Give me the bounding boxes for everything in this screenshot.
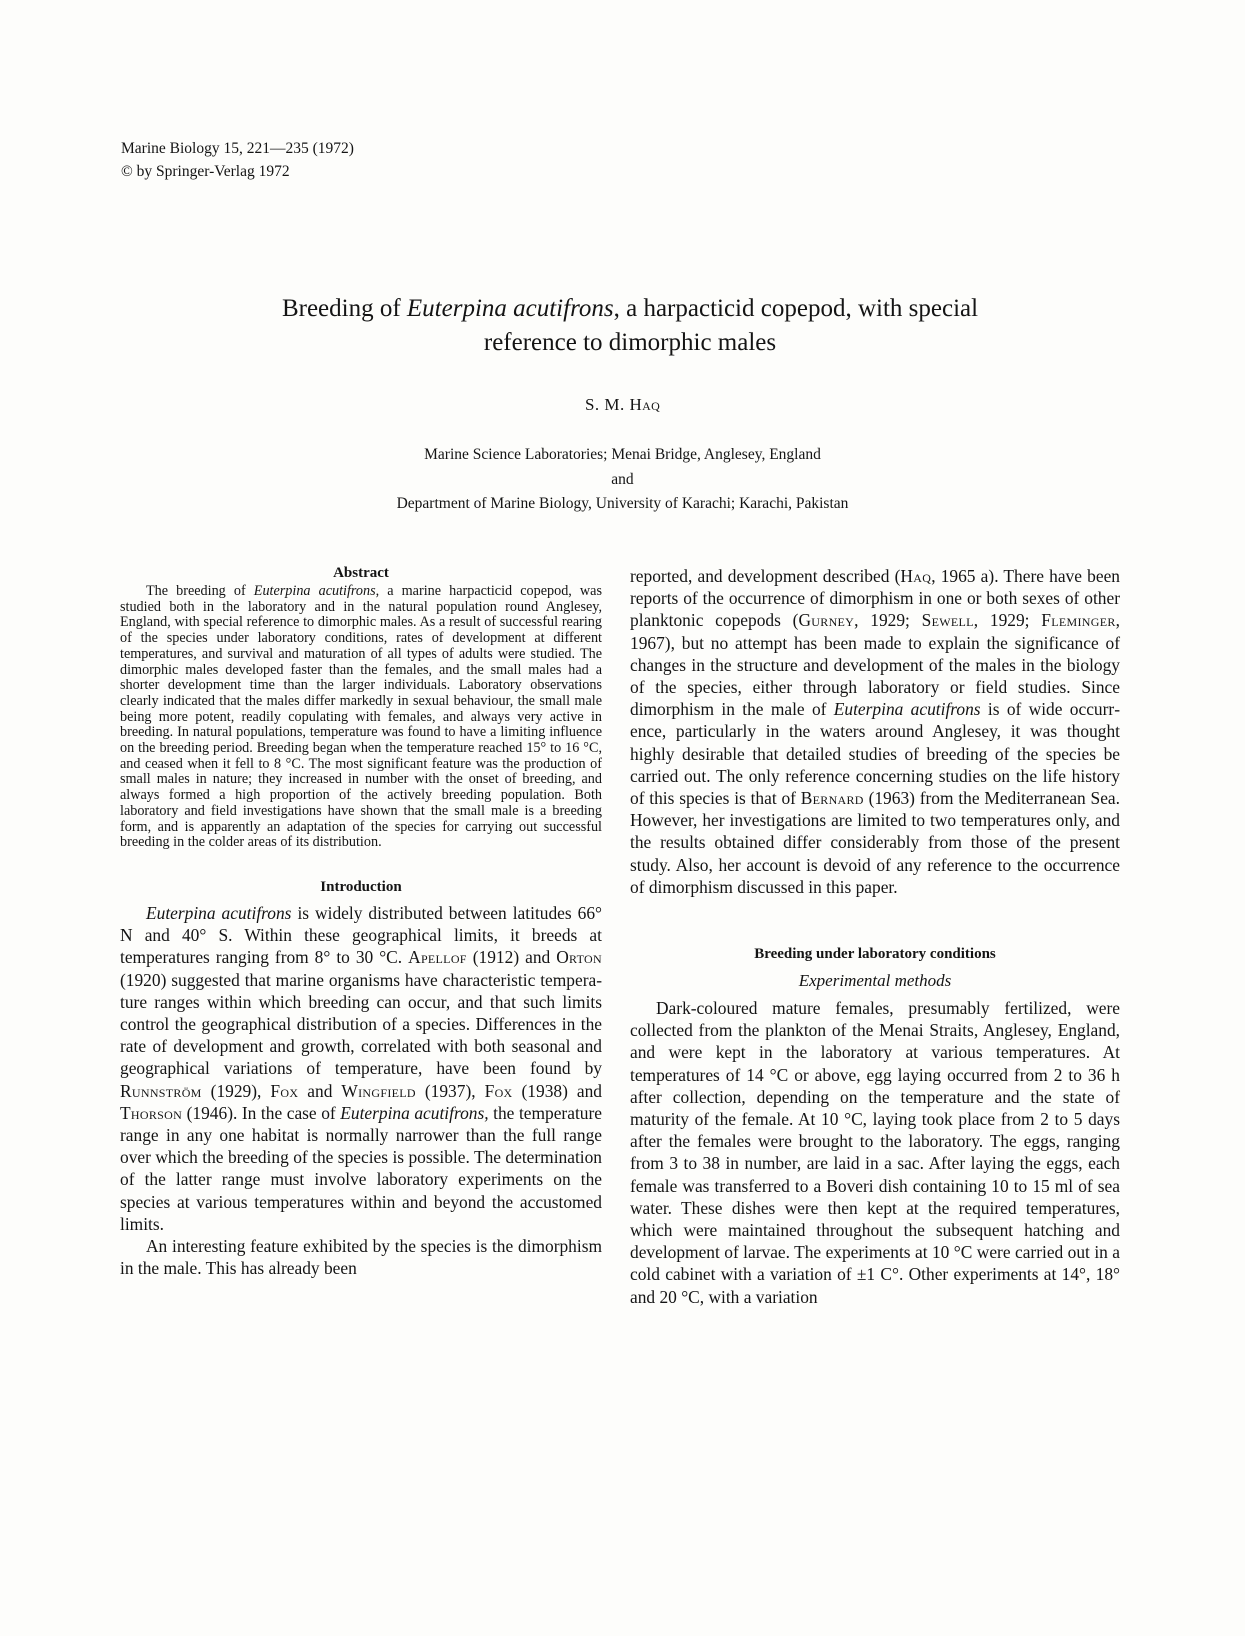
text-run: (1938) and (512, 1080, 602, 1101)
text-run: (1929), (201, 1080, 271, 1101)
title-part: Breeding of (281, 295, 407, 322)
text-run: (1946). In the case of (182, 1102, 341, 1123)
title-part: , a harpacticid copepod, with special (613, 295, 979, 322)
text-run: (1920) suggested that marine organisms have characteristic temperature ranges within which breeding can occur, and that such limits control the geographical distribution of a species. Differences in the rate of development and growth, correlated with both seasonal and geographical variations of temperature, have been found by (120, 969, 602, 1079)
text-run: the temperature range in any one habitat is normally narrower than the full range over which the breeding of the species is possible. The determination of the latter range must involve laboratory experiments on the species at various temperatures within and beyond the accustomed limits. (120, 1102, 602, 1234)
journal-citation: Marine Biology 15, 221—235 (1972) (121, 140, 354, 157)
continued-paragraph (630, 565, 1120, 898)
title-species: Euterpina acutifrons (406, 295, 614, 322)
species-name: Euterpina acutifrons (146, 902, 292, 923)
text-run: (1963) from the Mediterranean Sea. However, her investigations are limited to two temperatures only, and the results obtained differ considerably from those of the present study. Also, her account is devoid of any reference to the occurrence of dimorphism discussed in this paper. (630, 788, 1120, 897)
text-run: , 1929; (854, 610, 922, 631)
text-run: is widely distributed between latitudes 66° N and 40° S. Within these geographical limits, it breeds at temperatures ranging from 8° to 30 °C. (120, 902, 602, 968)
cited-author: Sewell (921, 610, 974, 631)
cited-author: Runnström (120, 1080, 202, 1101)
affiliation-conjunction: and (611, 470, 634, 488)
cited-author: Fox (270, 1080, 299, 1101)
cited-author: Bernard (800, 788, 864, 809)
right-column (630, 565, 1120, 1308)
species-name: Euterpina acutifrons (833, 699, 981, 720)
abstract-heading: Abstract (333, 565, 389, 581)
species-name: Euterpina acutifrons (253, 583, 376, 599)
subsection-heading: Experimental methods (798, 971, 952, 991)
cited-author: Orton (556, 947, 602, 968)
paper-title (160, 292, 1100, 360)
author (0, 395, 1245, 415)
text-run: , 1967), but no attempt has been made to explain the significance of changes in the structure and development of the males in the biology of the species, either through laboratory or field studies. Since dimorphism in the male of (630, 610, 1121, 720)
text-run: is of wide occurrence, particularly in the waters around Anglesey, it was thought highly desirable that detailed studies of breeding of the species be carried out. The only reference concerning studies on the life history of this species is that of (630, 699, 1120, 809)
cited-author: Gurney (798, 610, 855, 631)
text-run: , 1965 a). There have been reports of the occurrence of dimorphism in one or both sexes of other planktonic copepods ( (630, 566, 1120, 631)
left-column (120, 565, 602, 1279)
text-run: and (298, 1080, 342, 1101)
abstract-text (120, 584, 602, 851)
cited-author: Thorson (120, 1102, 183, 1123)
cited-author: Apellof (408, 947, 467, 968)
cited-author: Fox (484, 1080, 513, 1101)
text-run: , 1929; (973, 610, 1042, 631)
text-run: reported, and development described ( (630, 566, 901, 586)
species-name: Euterpina acutifrons, (340, 1102, 489, 1123)
journal-header (121, 137, 354, 183)
affiliations (0, 443, 1245, 517)
author-initials: S. M. (584, 395, 630, 414)
cited-author: Haq (900, 566, 932, 586)
introduction-heading: Introduction (320, 878, 402, 895)
text-run: (1937), (415, 1080, 485, 1101)
text-run: The breeding of (146, 583, 254, 599)
introduction-paragraph: An interesting feature exhibited by the species is the dimorphism in the male. This has already been (120, 1236, 602, 1279)
title-line2: reference to dimorphic males (483, 329, 777, 356)
introduction-paragraph (120, 902, 602, 1235)
text-run: , a marine harpacticid copepod, was studied both in the laboratory and in the natural population round Anglesey, England, with special reference to dimorphic males. As a result of successful rearing of the species under laboratory conditions, rates of development at different temperatures, and survival and maturation of all types of adults were studied. The dimorphic males developed faster than the females, and the small males had a shorter development time than the larger individuals. Laboratory observations clearly indicated that the males differ markedly in sexual behaviour, the small male being more potent, readily copulating with females, and always very active in breeding. In natural populations, temperature was found to have a limiting influence on the breeding period. Breeding began when the temperature reached 15° to 16 °C, and ceased when it fell to 8 °C. The most significant feature was the production of small males in nature; they increased in number with the onset of breeding, and always formed a high proportion of the actively breeding population. Both laboratory and field investigations have shown that the small male is a breeding form, and is apparently an adaptation of the species for carrying out successful breeding in the colder areas of its distribution. (120, 583, 602, 851)
copyright-line: © by Springer-Verlag 1972 (121, 163, 290, 180)
author-surname: Haq (629, 395, 661, 414)
section-heading: Breeding under laboratory conditions (754, 946, 996, 963)
cited-author: Fleminger (1041, 610, 1116, 631)
cited-author: Wingfield (341, 1080, 416, 1101)
affiliation-line: Department of Marine Biology, University of Karachi; Karachi, Pakistan (396, 495, 849, 512)
affiliation-line: Marine Science Laboratories; Menai Bridge, Anglesey, England (424, 446, 821, 463)
text-run: (1912) and (466, 947, 557, 968)
methods-paragraph: Dark-coloured mature females, presumably fertilized, were collected from the plankton of the Menai Straits, Anglesey, England, and were kept in the laboratory at various temperatures. At temperatures of 14 °C or above, egg laying occurred from 2 to 36 h after collection, depending on the temperature and the state of maturity of the female. At 10 °C, laying took place from 2 to 5 days after the females were brought to the laboratory. The eggs, ranging from 3 to 38 in number, are laid in a sac. After laying the eggs, each female was transferred to a Boveri dish containing 10 to 15 ml of sea water. These dishes were then kept at the required temperatures, which were maintained throughout the subsequent hatching and development of larvae. The experiments at 10 °C were carried out in a cold cabinet with a variation of ±1 C°. Other experiments at 14°, 18° and 20 °C, with a variation (630, 998, 1120, 1307)
